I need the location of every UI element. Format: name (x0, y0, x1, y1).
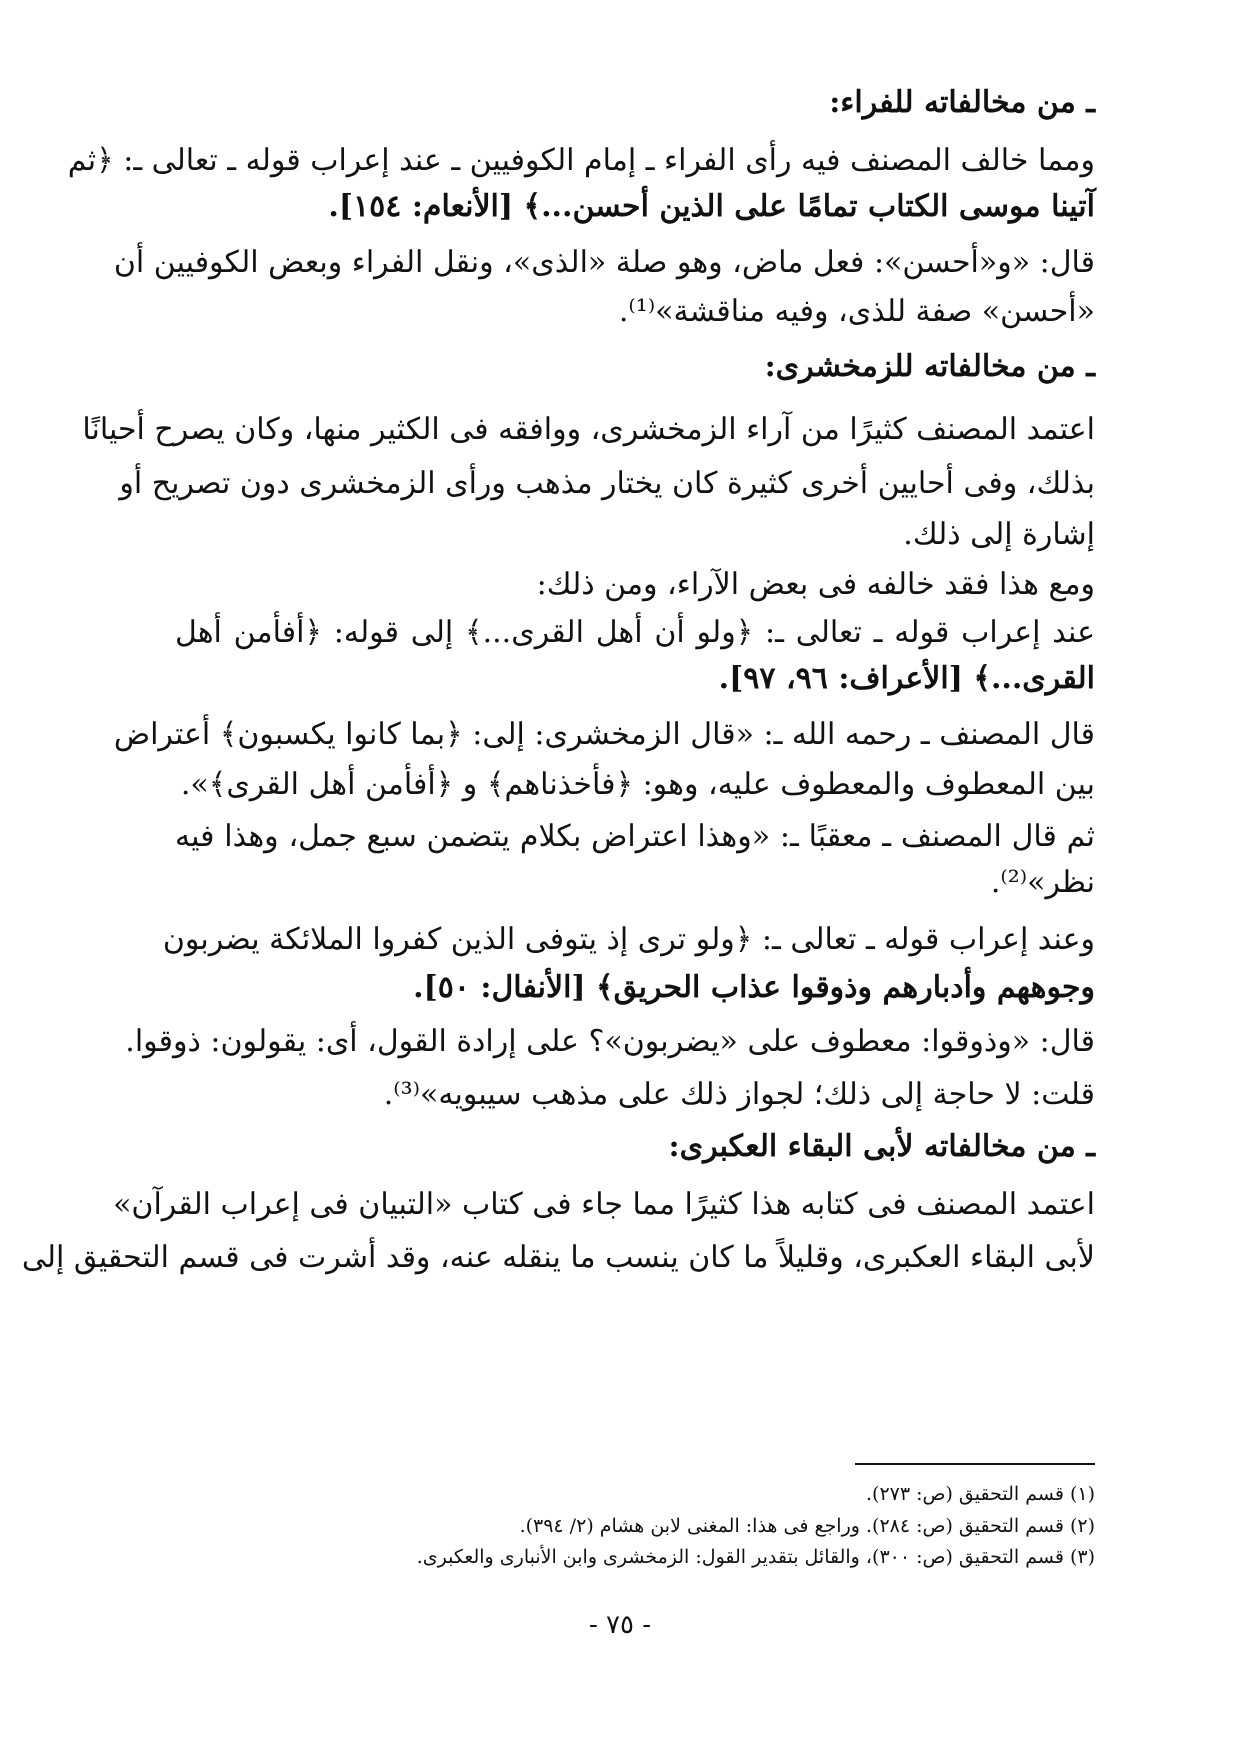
paragraph-line: قال: «وذوقوا: معطوف على «يضربون»؟ على إرادة القول، أى: يقولون: ذوقوا. (125, 1024, 1095, 1059)
footnote-1: (١) قسم التحقيق (ص: ٢٧٣). (865, 1483, 1095, 1505)
section-heading-farra: ـ من مخالفاته للفراء: (829, 85, 1095, 120)
paragraph-line: ومما خالف المصنف فيه رأى الفراء ـ إمام الكوفيين ـ عند إعراب قوله ـ تعالى ـ: ﴿ثم (67, 143, 1095, 178)
paragraph-line: وعند إعراب قوله ـ تعالى ـ: ﴿ولو ترى إذ يتوفى الذين كفروا الملائكة يضربون (162, 922, 1095, 957)
paragraph-line: اعتمد المصنف فى كتابه هذا كثيرًا مما جاء فى كتاب «التبيان فى إعراب القرآن» (113, 1187, 1095, 1222)
paragraph-line: بذلك، وفى أحايين أخرى كثيرة كان يختار مذهب ورأى الزمخشرى دون تصريح أو (119, 466, 1095, 501)
paragraph-line: ومع هذا فقد خالفه فى بعض الآراء، ومن ذلك: (536, 567, 1095, 602)
section-heading-zamakhshari: ـ من مخالفاته للزمخشرى: (764, 349, 1095, 384)
paragraph-line: آتينا موسى الكتاب تمامًا على الذين أحسن...﴾ [الأنعام: ١٥٤]. (328, 189, 1095, 224)
paragraph-line: قال المصنف ـ رحمه الله ـ: «قال الزمخشرى: إلى: ﴿بما كانوا يكسبون﴾ أعتراض (113, 717, 1095, 752)
paragraph-line: ثم قال المصنف ـ معقبًا ـ: «وهذا اعتراض بكلام يتضمن سبع جمل، وهذا فيه (175, 819, 1095, 854)
paragraph-line: قال: «و«أحسن»: فعل ماض، وهو صلة «الذى»، ونقل الفراء وبعض الكوفيين أن (113, 245, 1095, 280)
footnote-3: (٣) قسم التحقيق (ص: ٣٠٠)، والقائل بتقدير القول: الزمخشرى وابن الأنبارى والعكبرى. (416, 1546, 1095, 1568)
paragraph-line: «أحسن» صفة للذى، وفيه مناقشة»⁽¹⁾. (618, 294, 1095, 329)
footnote-separator (855, 1463, 1095, 1465)
paragraph-line: القرى...﴾ [الأعراف: ٩٦، ٩٧]. (718, 661, 1095, 696)
paragraph-line: قلت: لا حاجة إلى ذلك؛ لجواز ذلك على مذهب سيبويه»⁽³⁾. (383, 1077, 1095, 1112)
paragraph-line: نظر»⁽²⁾. (990, 865, 1095, 900)
paragraph-line: وجوههم وأدبارهم وذوقوا عذاب الحريق﴾ [الأنفال: ٥٠]. (413, 970, 1095, 1005)
paragraph-line: إشارة إلى ذلك. (903, 517, 1095, 552)
paragraph-line: لأبى البقاء العكبرى، وقليلاً ما كان ينسب ما ينقله عنه، وقد أشرت فى قسم التحقيق إلى (21, 1240, 1095, 1275)
section-heading-ukbari: ـ من مخالفاته لأبى البقاء العكبرى: (668, 1129, 1095, 1164)
footnote-2: (٢) قسم التحقيق (ص: ٢٨٤). وراجع فى هذا: المغنى لابن هشام (٢/ ٣٩٤). (519, 1515, 1095, 1537)
paragraph-line: اعتمد المصنف كثيرًا من آراء الزمخشرى، ووافقه فى الكثير منها، وكان يصرح أحيانًا (82, 412, 1095, 447)
page-number: - ٧٥ - (588, 1610, 652, 1640)
paragraph-line: بين المعطوف والمعطوف عليه، وهو: ﴿فأخذناهم﴾ و ﴿أفأمن أهل القرى﴾». (180, 767, 1095, 802)
paragraph-line: عند إعراب قوله ـ تعالى ـ: ﴿ولو أن أهل القرى...﴾ إلى قوله: ﴿أفأمن أهل (175, 615, 1095, 650)
